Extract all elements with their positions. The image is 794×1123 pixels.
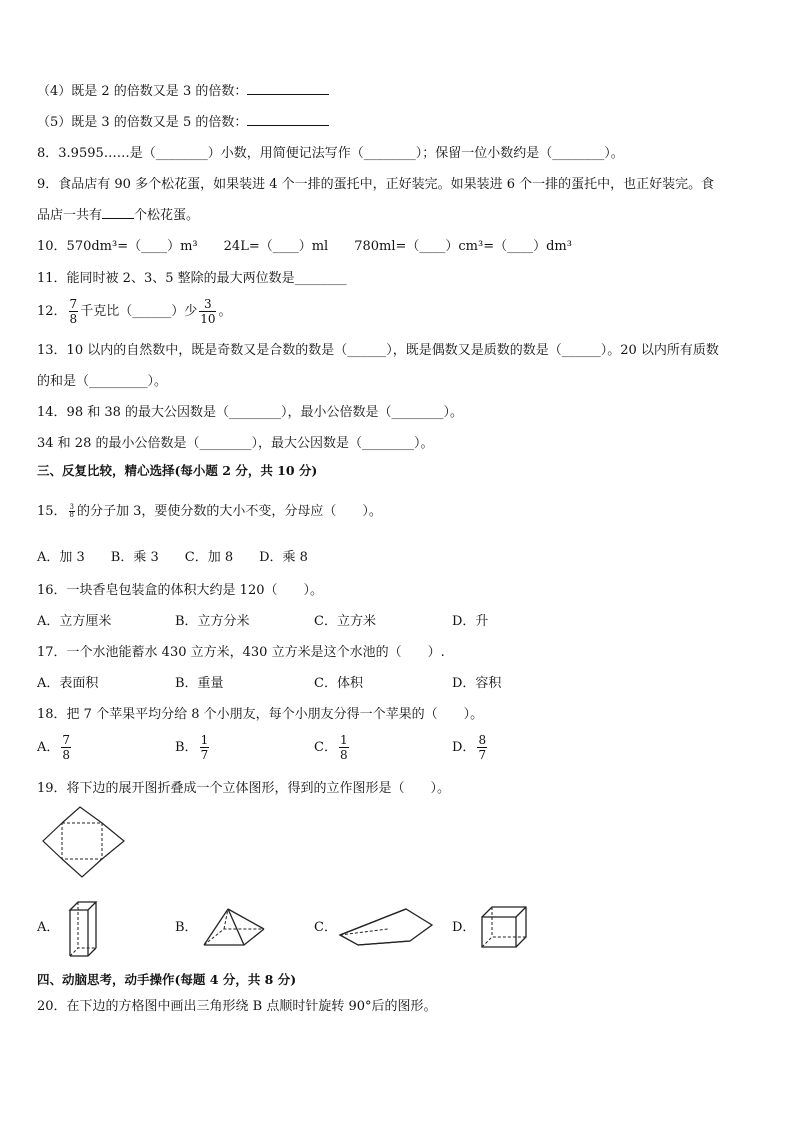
answer-blank[interactable] bbox=[247, 94, 329, 95]
q17-option-b[interactable]: B．重量 bbox=[175, 676, 224, 691]
answer-blank[interactable] bbox=[102, 218, 134, 219]
q12: 12． $\frac{7}{8}$ 千克比（______）少 $\frac{3}{10}$ 。 bbox=[37, 297, 232, 326]
q17-option-d[interactable]: D．容积 bbox=[452, 676, 502, 691]
q16: 16．一块香皂包装盒的体积大约是 120（ ）。 bbox=[37, 583, 323, 598]
answer-blank[interactable] bbox=[247, 125, 329, 126]
q16-option-c[interactable]: C．立方米 bbox=[314, 614, 376, 629]
section-heading-3: 三、反复比较，精心选择(每小题 2 分，共 10 分) bbox=[37, 463, 318, 478]
triangular-prism-icon[interactable] bbox=[336, 905, 436, 950]
q16-option-b[interactable]: B．立方分米 bbox=[175, 614, 250, 629]
q7-5: （5）既是 3 的倍数又是 5 的倍数： bbox=[37, 114, 329, 132]
fraction: $\frac{1}{8}$ bbox=[339, 733, 348, 762]
prism-icon[interactable] bbox=[66, 898, 106, 960]
fraction: $\frac{7}{8}$ bbox=[69, 297, 78, 326]
q19-option-d-label[interactable]: D． bbox=[452, 920, 476, 935]
q9-line2: 品店一共有 个松花蛋。 bbox=[37, 208, 200, 223]
pyramid-icon[interactable] bbox=[200, 905, 270, 950]
q10: 10．570dm³=（____）m³ 24L=（____）ml 780ml=（____）cm³=（____）dm³ bbox=[37, 239, 572, 254]
q19-option-b-label[interactable]: B． bbox=[175, 920, 198, 935]
fraction: $\frac{8}{7}$ bbox=[478, 733, 487, 762]
q18-option-a[interactable]: A． $\frac{7}{8}$ bbox=[37, 733, 71, 762]
fraction: $\frac{1}{7}$ bbox=[200, 733, 209, 762]
section-heading-4: 四、动脑思考，动手操作(每题 4 分，共 8 分) bbox=[37, 972, 297, 987]
q16-option-d[interactable]: D．升 bbox=[452, 614, 489, 629]
q18: 18．把 7 个苹果平均分给 8 个小朋友，每个小朋友分得一个苹果的（ ）。 bbox=[37, 707, 484, 722]
q7-4: （4）既是 2 的倍数又是 3 的倍数： bbox=[37, 83, 329, 101]
q14-line1: 14．98 和 38 的最大公因数是（________），最小公倍数是（________）。 bbox=[37, 405, 464, 420]
q18-option-d[interactable]: D． $\frac{8}{7}$ bbox=[452, 733, 487, 762]
q15: 15． $\frac{3}{8}$ 的分子加 3，要使分数的大小不变，分母应（ ）。 bbox=[37, 503, 382, 519]
q14-line2: 34 和 28 的最小公倍数是（________），最大公因数是（________）。 bbox=[37, 436, 434, 451]
cube-icon[interactable] bbox=[478, 903, 530, 951]
q19: 19．将下边的展开图折叠成一个立体图形，得到的立作图形是（ ）。 bbox=[37, 781, 451, 796]
q17-option-c[interactable]: C．体积 bbox=[314, 676, 363, 691]
q11: 11．能同时被 2、3、5 整除的最大两位数是________ bbox=[37, 271, 347, 286]
q18-option-b[interactable]: B． $\frac{1}{7}$ bbox=[175, 733, 209, 762]
pyramid-net-figure bbox=[40, 805, 130, 880]
q20: 20．在下边的方格图中画出三角形绕 B 点顺时针旋转 90°后的图形。 bbox=[37, 999, 437, 1014]
fraction: $\frac{3}{8}$ bbox=[69, 503, 75, 519]
q17-option-a[interactable]: A．表面积 bbox=[37, 676, 99, 691]
q13-line1: 13．10 以内的自然数中，既是奇数又是合数的数是（______），既是偶数又是质数的数是（______）。20 以内所有质数 bbox=[37, 343, 719, 358]
q13-line2: 的和是（_________）。 bbox=[37, 374, 168, 389]
q8: 8．3.9595……是（________）小数，用简便记法写作（________）；保留一位小数约是（________）。 bbox=[37, 146, 624, 161]
q18-option-c[interactable]: C． $\frac{1}{8}$ bbox=[314, 733, 348, 762]
fraction: $\frac{3}{10}$ bbox=[200, 297, 216, 326]
q16-option-a[interactable]: A．立方厘米 bbox=[37, 614, 112, 629]
q19-option-c-label[interactable]: C． bbox=[314, 920, 337, 935]
q17: 17．一个水池能蓄水 430 立方米，430 立方米是这个水池的（ ）. bbox=[37, 645, 445, 660]
fraction: $\frac{7}{8}$ bbox=[62, 733, 71, 762]
q19-option-a-label[interactable]: A． bbox=[37, 920, 60, 935]
q9-line1: 9．食品店有 90 多个松花蛋，如果装进 4 个一排的蛋托中，正好装完。如果装进 6 个一排的蛋托中，也正好装完。食 bbox=[37, 177, 715, 192]
q15-options: A．加 3 B．乘 3 C．加 8 D．乘 8 bbox=[37, 550, 308, 565]
